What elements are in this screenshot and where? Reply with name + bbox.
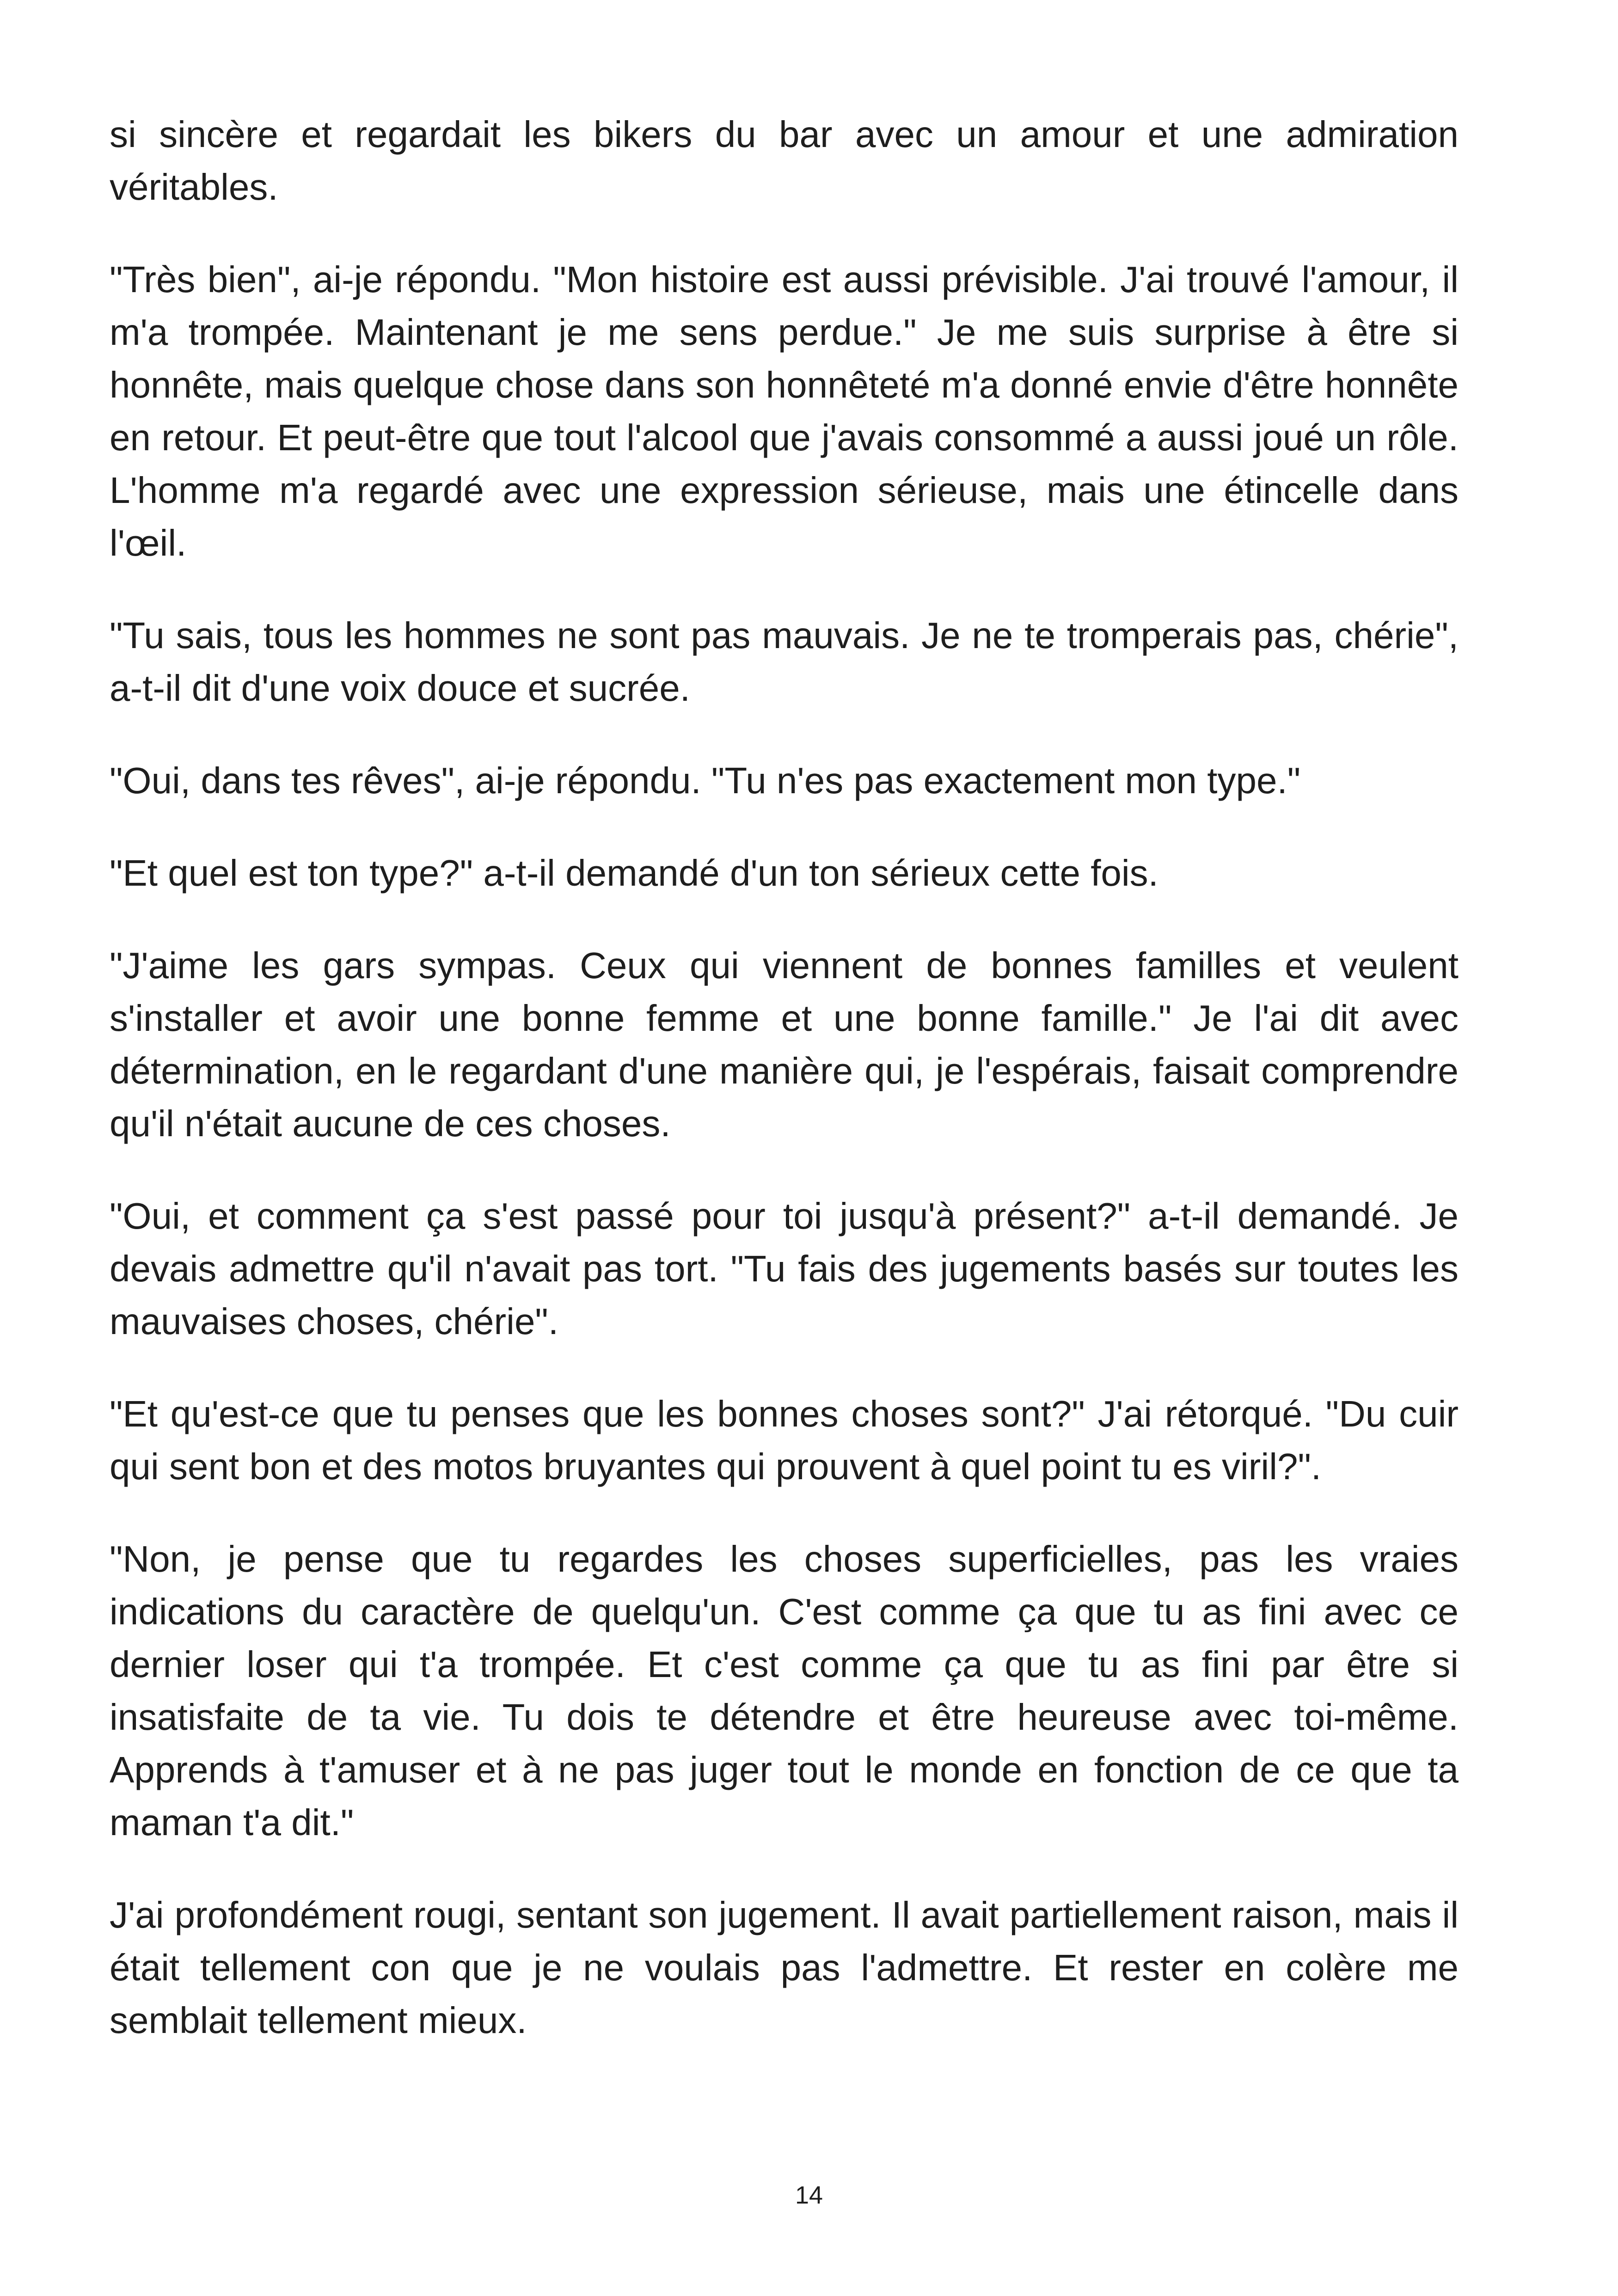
paragraph-8: "Et qu'est-ce que tu penses que les bonnes choses sont?" J'ai rétorqué. "Du cuir qui sent bon et des motos bruyantes qui prouvent à quel point tu es viril?".	[110, 1393, 1459, 1487]
paragraph-10: J'ai profondément rougi, sentant son jugement. Il avait partiellement raison, mais il était tellement con que je ne voulais pas l'admettre. Et rester en colère me semblait tellement mieux.	[110, 1894, 1459, 2041]
paragraph-7: "Oui, et comment ça s'est passé pour toi jusqu'à présent?" a-t-il demandé. Je devais admettre qu'il n'avait pas tort. "Tu fais des jugements basés sur toutes les mauvaises choses, chérie".	[110, 1195, 1459, 1342]
paragraph-1: si sincère et regardait les bikers du bar avec un amour et une admiration véritables.	[110, 114, 1459, 208]
paragraph-6: "J'aime les gars sympas. Ceux qui viennent de bonnes familles et veulent s'installer et avoir une bonne femme et une bonne famille." Je l'ai dit avec détermination, en le regardant d'une manière qui, je l'espérais, faisait comprendre qu'il n'était aucune de ces choses.	[110, 945, 1459, 1144]
paragraph-2: "Très bien", ai-je répondu. "Mon histoire est aussi prévisible. J'ai trouvé l'amour, il m'a trompée. Maintenant je me sens perdue." Je me suis surprise à être si honnête, mais quelque chose dans son honnêteté m'a donné envie d'être honnête en retour. Et peut-être que tout l'alcool que j'avais consommé a aussi joué un rôle. L'homme m'a regardé avec une expression sérieuse, mais une étincelle dans l'œil.	[110, 259, 1459, 563]
paragraph-9: "Non, je pense que tu regardes les choses superficielles, pas les vraies indications du caractère de quelqu'un. C'est comme ça que tu as fini avec ce dernier loser qui t'a trompée. Et c'est comme ça que tu as fini par être si insatisfaite de ta vie. Tu dois te détendre et être heureuse avec toi-même. Apprends à t'amuser et à ne pas juger tout le monde en fonction de ce que ta maman t'a dit."	[110, 1538, 1459, 1843]
body-text	[110, 108, 1459, 2087]
paragraph-3: "Tu sais, tous les hommes ne sont pas mauvais. Je ne te tromperais pas, chérie", a-t-il dit d'une voix douce et sucrée.	[110, 615, 1459, 709]
paragraph-5: "Et quel est ton type?" a-t-il demandé d'un ton sérieux cette fois.	[110, 852, 1158, 894]
paragraph-4: "Oui, dans tes rêves", ai-je répondu. "Tu n'es pas exactement mon type."	[110, 760, 1301, 801]
page-number: 14	[795, 2181, 823, 2209]
